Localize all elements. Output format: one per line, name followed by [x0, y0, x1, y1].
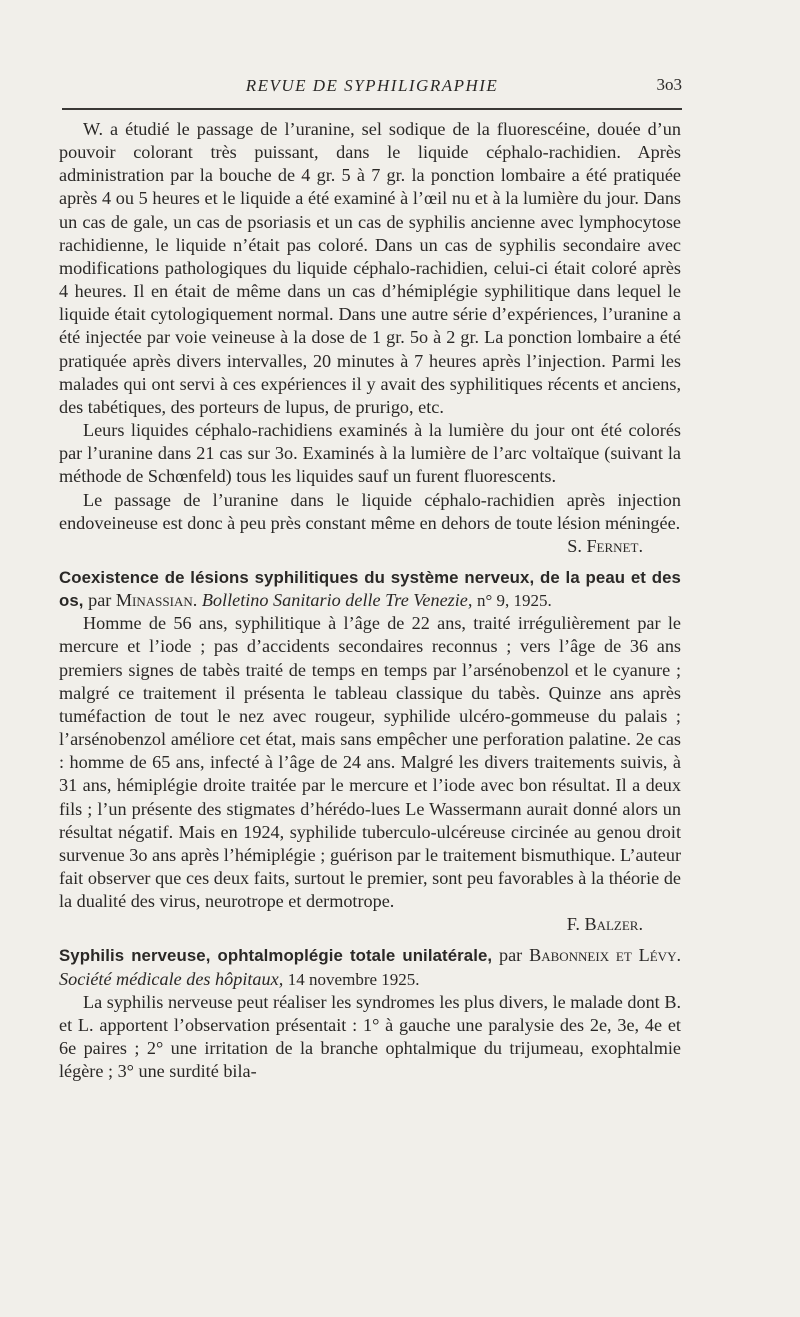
article-journal: Société médicale des hôpitaux,: [59, 968, 284, 989]
review-signature: S. Fernet.: [567, 535, 643, 556]
article-issue: n° 9, 1925.: [476, 591, 552, 611]
header-rule: [62, 108, 682, 110]
review-coexistence: [59, 566, 681, 937]
page-header: [62, 72, 682, 102]
review-syphilis-nerveuse: [59, 944, 681, 1083]
review-paragraph-signed: [59, 489, 681, 556]
article-title: Syphilis nerveuse, ophtalmoplégie totale unilatérale,: [59, 946, 493, 966]
article-heading: [59, 566, 681, 612]
article-by: par: [499, 945, 523, 966]
article-title: Coexistence de lésions syphilitiques du système nerveux, de la peau et des os,: [59, 567, 681, 611]
review-paragraph: Homme de 56 ans, syphilitique à l’âge de 22 ans, traité irrégulièrement par le mercure et l’iode ; pas d’accidents secondaires reconnus ; vers l’âge de 36 ans premiers signes de tabès traité de temps en temps par l’arsénobenzol et le cyanure ; malgré ce traitement il présenta le tableau classique du tabès. Quinze ans après tuméfaction de tout le nez avec rougeur, syphilide ulcéro-gommeuse du palais ; l’arsénobenzol améliore cet état, mais sans empêcher une perforation palatine. 2e cas : homme de 65 ans, infecté à l’âge de 24 ans. Malgré les divers traitements suivis, à 31 ans, hémiplégie droite traitée par le mercure et l’iode avec bon résultat. Il a deux fils ; l’un présente des stigmates d’hérédo-lues Le Wassermann aurait donné alors un résultat négatif. Mais en 1924, syphilide tuberculo-ulcéreuse circinée au genou droit survenue 3o ans après l’hémiplégie ; guérison par le traitement bismuthique. L’auteur fait observer que ces deux faits, surtout le premier, sont peu favorables à la théorie de la dualité des virus, neurotrope et dermotrope.: [59, 613, 681, 912]
review-uranine: [59, 118, 681, 558]
article-heading: [59, 944, 681, 990]
page-number: 3o3: [656, 75, 682, 94]
review-paragraph: Leurs liquides céphalo-rachidiens examinés à la lumière du jour ont été colorés par l’uranine dans 21 cas sur 3o. Examinés à la lumière de l’arc voltaïque (suivant la méthode de Schœnfeld) tous les liquides sauf un furent fluorescents.: [59, 420, 681, 487]
running-title: REVUE DE SYPHILIGRAPHIE: [245, 76, 499, 95]
article-authors: Babonneix et Lévy.: [529, 945, 682, 966]
review-paragraph-text: Le passage de l’uranine dans le liquide céphalo-rachidien après injection endoveineuse est donc à peu près constant même en dehors de toute lésion méningée.: [59, 489, 681, 533]
article-journal: Bolletino Sanitario delle Tre Venezie,: [201, 590, 473, 611]
review-signature: F. Balzer.: [566, 914, 643, 935]
article-date: 14 novembre 1925.: [287, 969, 420, 989]
article-by: par: [88, 590, 112, 611]
page-content: [59, 118, 681, 1083]
article-author: Minassian.: [115, 590, 198, 611]
review-paragraph: La syphilis nerveuse peut réaliser les syndromes les plus divers, le malade dont B. et L. apportent l’observation présentait : 1° à gauche une paralysie des 2e, 3e, 4e et 6e paires ; 2° une irritation de la branche ophtalmique du trijumeau, exophtalmie légère ; 3° une surdité bila-: [59, 991, 681, 1082]
review-paragraph: W. a étudié le passage de l’uranine, sel sodique de la fluorescéine, douée d’un pouvoir colorant très puissant, dans le liquide céphalo-rachidien. Après administration par la bouche de 4 gr. 5 à 7 gr. la ponction lombaire a été pratiquée après 4 ou 5 heures et le liquide a été examiné à l’œil nu et à la lumière du jour. Dans un cas de gale, un cas de psoriasis et un cas de syphilis ancienne avec lymphocytose rachidienne, le liquide n’était pas coloré. Dans un cas de syphilis secondaire avec modifications pathologiques du liquide céphalo-rachidien, celui-ci était coloré après 4 heures. Il en était de même dans un cas d’hémiplégie syphilitique dans lequel le liquide était cytologiquement normal. Dans une autre série d’expériences, l’uranine a été injectée par voie veineuse à la dose de 1 gr. 5o à 2 gr. La ponction lombaire a été pratiquée après divers intervalles, 20 minutes à 7 heures après l’injection. Parmi les malades qui ont servi à ces expériences il y avait des syphilitiques récents et anciens, des tabétiques, des porteurs de lupus, de prurigo, etc.: [59, 119, 681, 417]
